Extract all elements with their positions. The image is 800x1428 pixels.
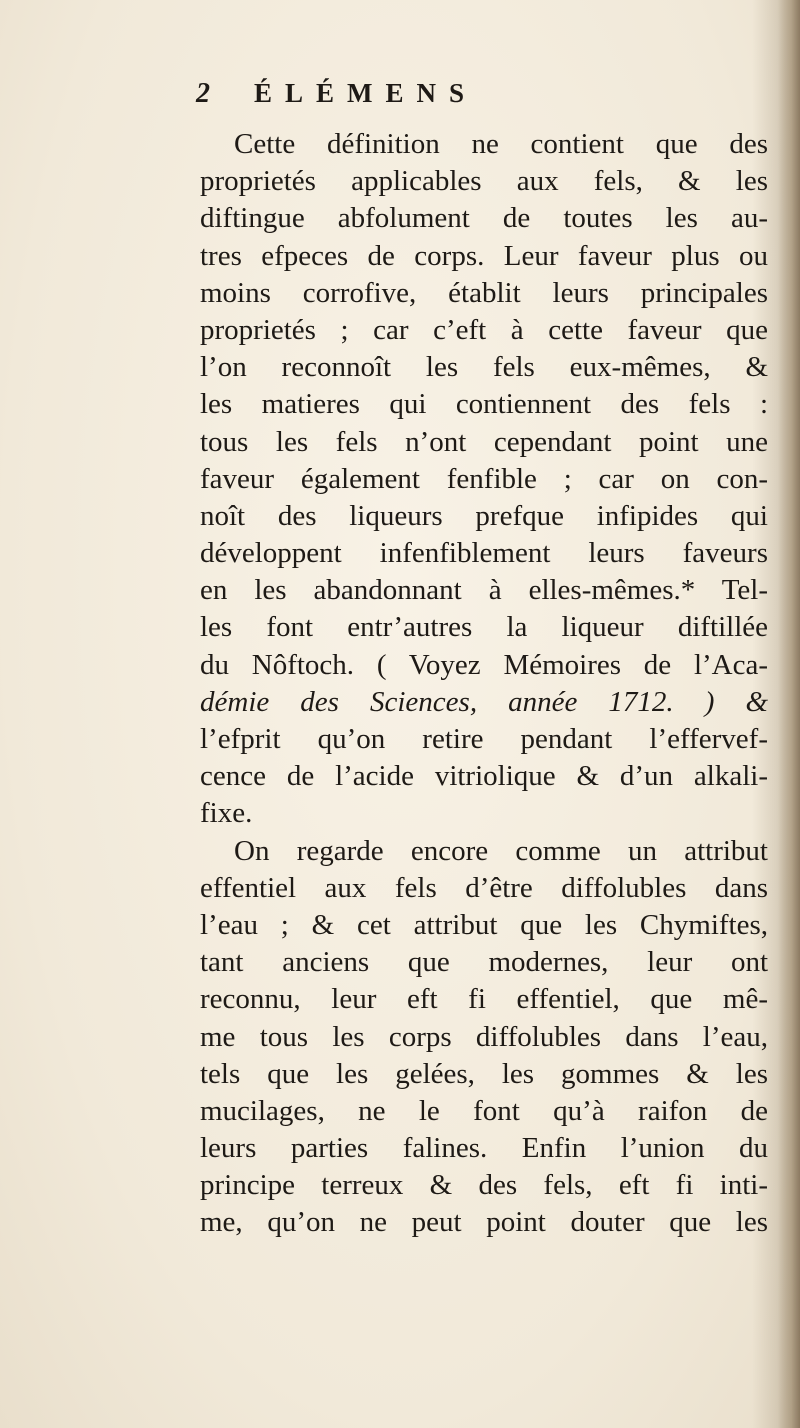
text-line: cence de l’acide vitriolique & d’un alkali-	[200, 760, 768, 793]
text-line: reconnu, leur eft fi effentiel, que mê-	[200, 983, 768, 1016]
text-line: effentiel aux fels d’être diffolubles dans	[200, 871, 768, 904]
text-line: en les abandonnant à elles-mêmes.* Tel-	[200, 574, 768, 607]
text-line: tant anciens que modernes, leur ont	[200, 946, 768, 979]
page-number: 2	[196, 78, 210, 109]
text-line: me, qu’on ne peut point douter que les	[200, 1206, 768, 1239]
text-line: proprietés ; car c’eft à cette faveur que	[200, 313, 768, 346]
text-line: démie des Sciences, année 1712. ) &	[200, 685, 768, 718]
text-line: mucilages, ne le font qu’à raifon de	[200, 1094, 768, 1127]
text-line: noît des liqueurs prefque infipides qui	[200, 499, 768, 532]
text-line: fixe.	[200, 797, 253, 830]
text-line: l’eau ; & cet attribut que les Chymiftes,	[200, 908, 768, 941]
text-line: développent infenfiblement leurs faveurs	[200, 537, 768, 570]
text-line: diftingue abfolument de toutes les au-	[200, 202, 768, 235]
text-line: proprietés applicables aux fels, & les	[200, 165, 768, 198]
text-line: On regarde encore comme un attribut	[234, 834, 768, 867]
running-head: ÉLÉMENS	[254, 78, 478, 108]
text-line: du Nôftoch. ( Voyez Mémoires de l’Aca-	[200, 648, 768, 681]
text-line: leurs parties falines. Enfin l’union du	[200, 1132, 768, 1165]
text-line: me tous les corps diffolubles dans l’eau,	[200, 1020, 768, 1053]
page-header	[196, 78, 676, 118]
text-line: tels que les gelées, les gommes & les	[200, 1057, 768, 1090]
text-line: les font entr’autres la liqueur diftillée	[200, 611, 768, 644]
text-line: faveur également fenfible ; car on con-	[200, 462, 768, 495]
text-line: principe terreux & des fels, eft fi inti-	[200, 1169, 768, 1202]
text-line: l’on reconnoît les fels eux-mêmes, &	[200, 351, 768, 384]
page-edge-shadow	[778, 0, 800, 1428]
text-line: tous les fels n’ont cependant point une	[200, 425, 768, 458]
text-line: les matieres qui contiennent des fels :	[200, 388, 768, 421]
text-line: l’efprit qu’on retire pendant l’effervef-	[200, 723, 768, 755]
body-text	[200, 126, 768, 1242]
text-line: Cette définition ne contient que des	[234, 128, 768, 160]
text-line: moins corrofive, établit leurs principales	[200, 276, 768, 309]
text-line: tres efpeces de corps. Leur faveur plus ou	[200, 239, 768, 272]
